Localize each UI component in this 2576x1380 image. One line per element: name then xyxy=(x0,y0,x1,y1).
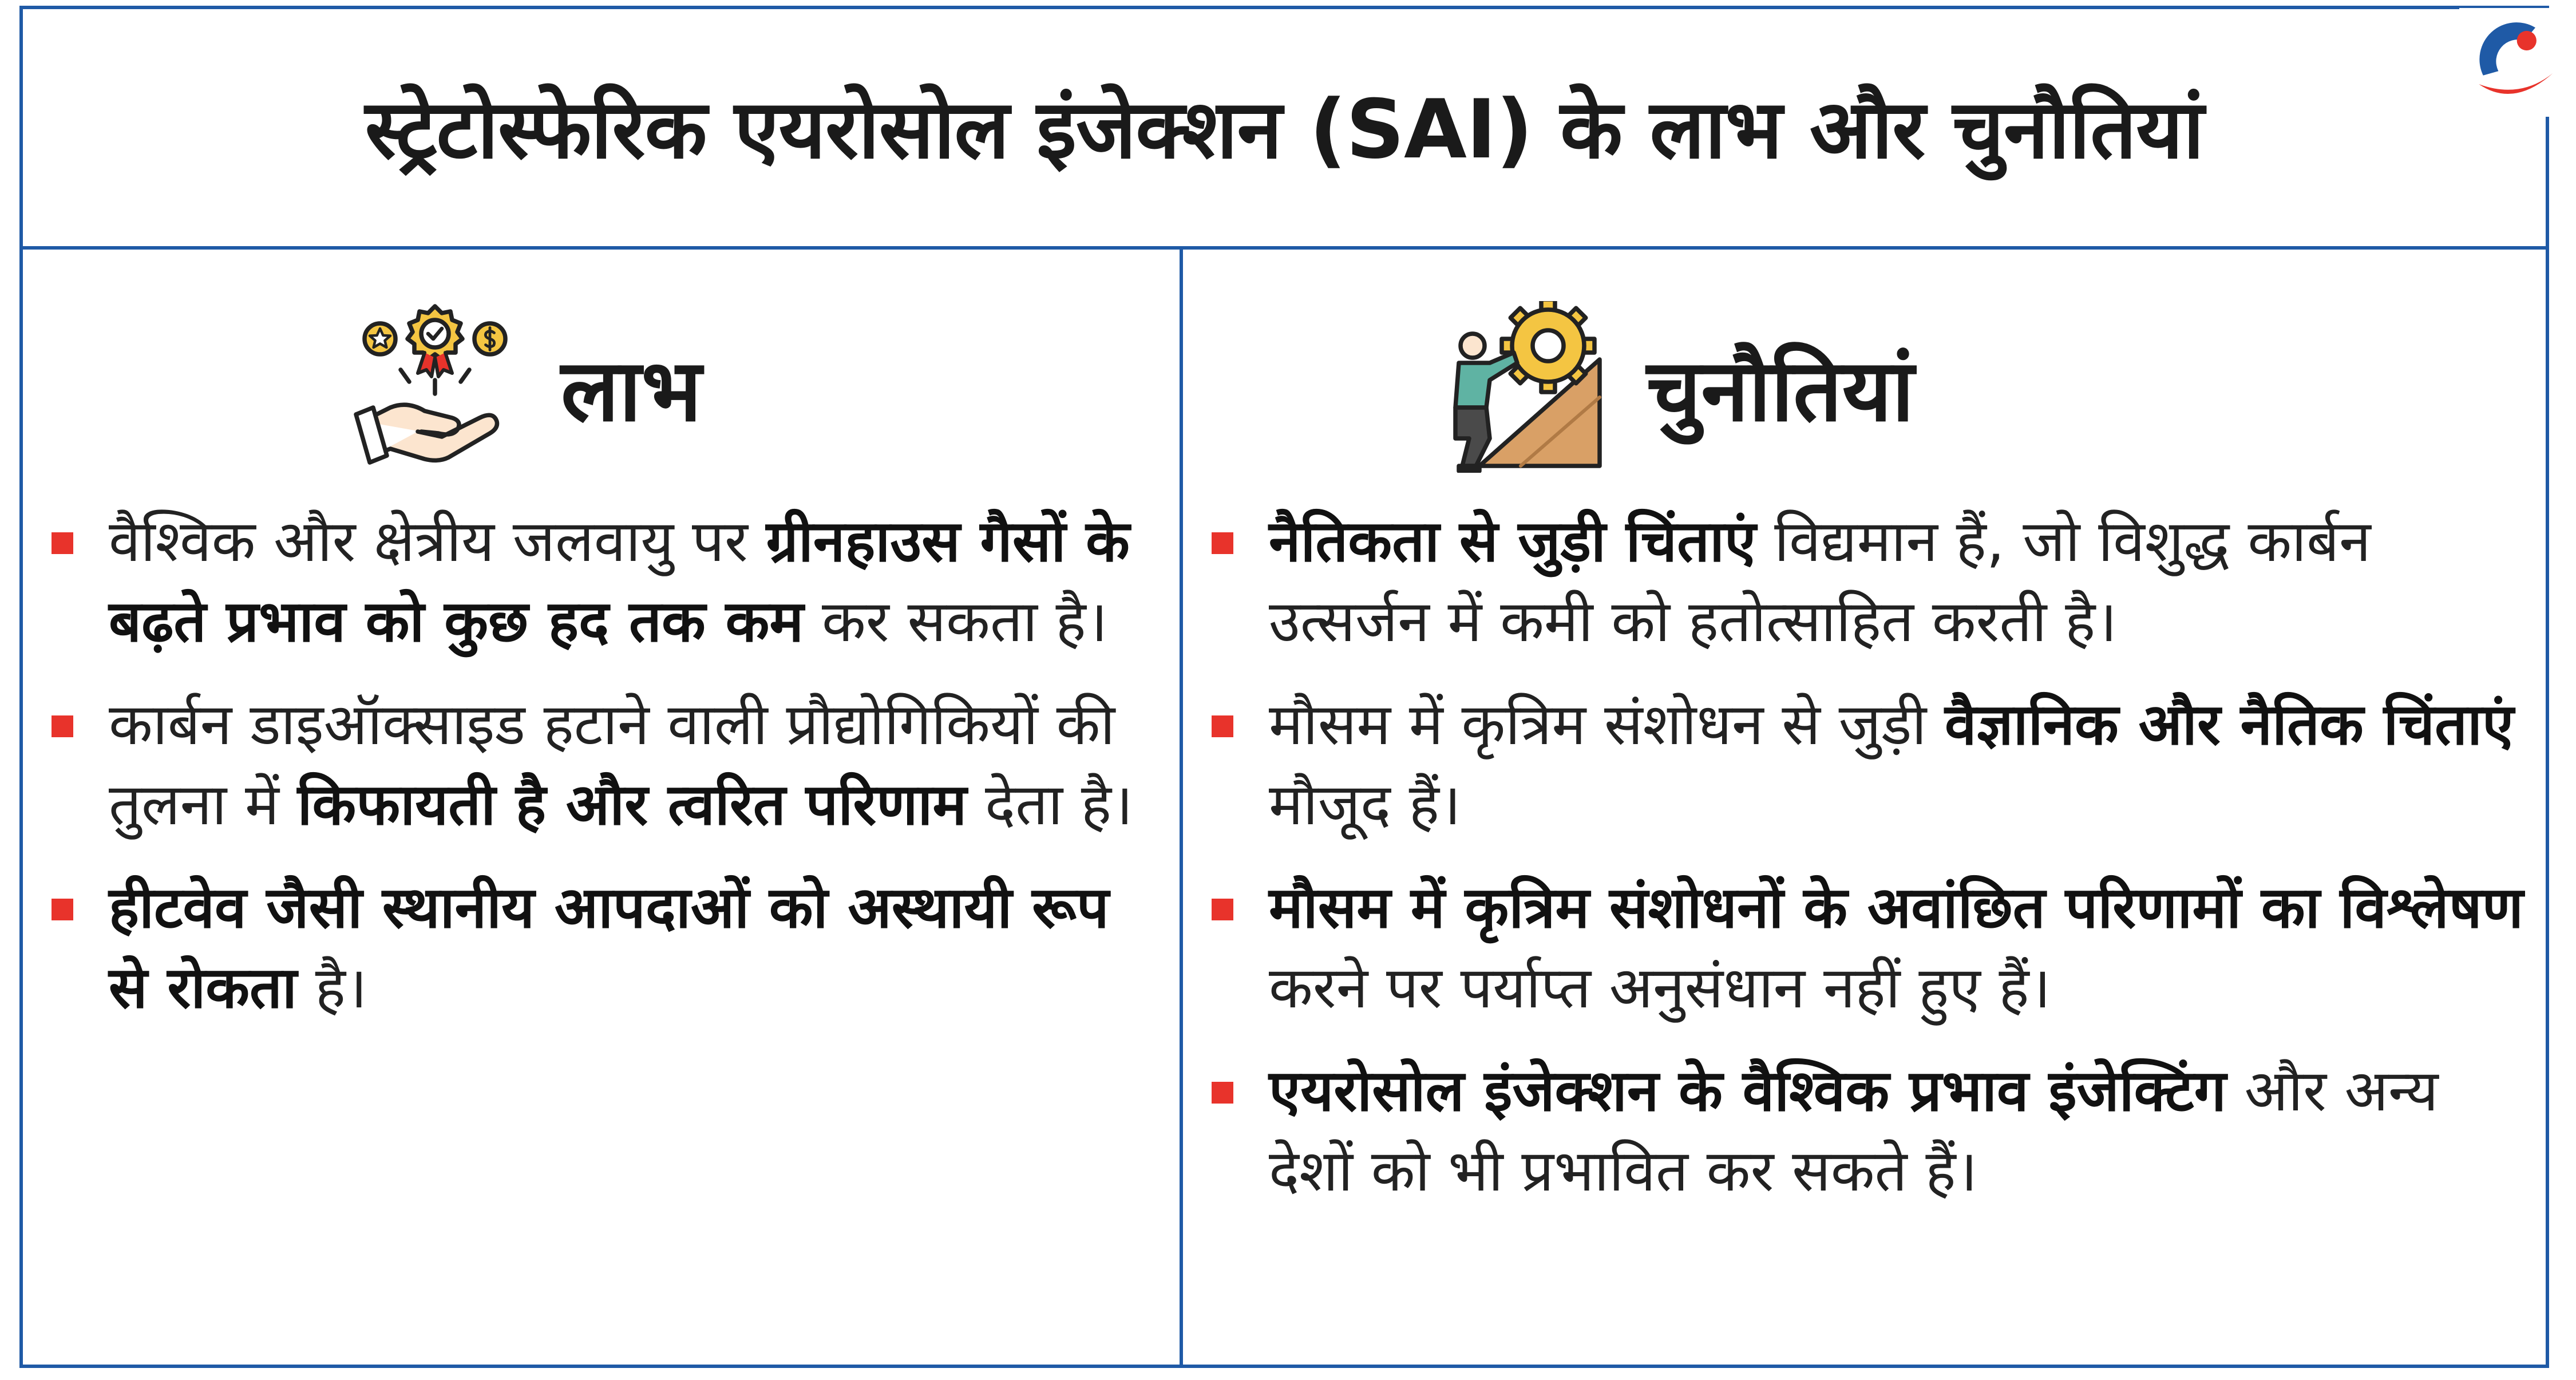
benefits-heading: लाभ xyxy=(561,341,702,441)
challenges-column xyxy=(1183,250,2546,1368)
bullet-square-icon xyxy=(1212,532,1233,554)
list-item: नैतिकता से जुड़ी चिंताएं विद्यमान हैं, जो विशुद्ध कार्बन उत्सर्जन में कमी को हतोत्साहित करती है। xyxy=(1269,501,2528,662)
list-item: हीटवेव जैसी स्थानीय आपदाओं को अस्थायी रूप से रोकता है। xyxy=(109,868,1162,1028)
page-title: स्ट्रेटोस्फेरिक एयरोसोल इंजेक्शन (SAI) के लाभ और चुनौतियां xyxy=(365,82,2204,177)
bullet-square-icon xyxy=(1212,1082,1233,1104)
challenges-header xyxy=(1435,301,1914,473)
bullet-square-icon xyxy=(52,715,73,737)
challenges-heading: चुनौतियां xyxy=(1647,341,1914,441)
title-bar xyxy=(19,6,2549,250)
benefits-header xyxy=(349,301,702,473)
hand-reward-coins-icon xyxy=(349,301,521,473)
list-item: कार्बन डाइऑक्साइड हटाने वाली प्रौद्योगिकियों की तुलना में किफायती है और त्वरित परिणाम देता है। xyxy=(109,685,1162,845)
bullet-square-icon xyxy=(52,899,73,920)
brand-logo-icon xyxy=(2459,8,2568,117)
challenges-list xyxy=(1269,501,2528,1234)
list-item: मौसम में कृत्रिम संशोधन से जुड़ी वैज्ञानिक और नैतिक चिंताएं मौजूद हैं। xyxy=(1269,685,2528,845)
bullet-square-icon xyxy=(52,532,73,554)
list-item: मौसम में कृत्रिम संशोधनों के अवांछित परिणामों का विश्लेषण करने पर पर्याप्त अनुसंधान नहीं हुए हैं। xyxy=(1269,868,2528,1028)
bullet-square-icon xyxy=(1212,899,1233,920)
benefits-list xyxy=(109,501,1162,1051)
list-item: एयरोसोल इंजेक्शन के वैश्विक प्रभाव इंजेक्टिंग और अन्य देशों को भी प्रभावित कर सकते हैं। xyxy=(1269,1051,2528,1211)
benefits-column xyxy=(23,250,1180,1368)
person-pushing-gear-uphill-icon xyxy=(1435,301,1606,473)
bullet-square-icon xyxy=(1212,715,1233,737)
list-item: वैश्विक और क्षेत्रीय जलवायु पर ग्रीनहाउस गैसों के बढ़ते प्रभाव को कुछ हद तक कम कर सकता है। xyxy=(109,501,1162,662)
